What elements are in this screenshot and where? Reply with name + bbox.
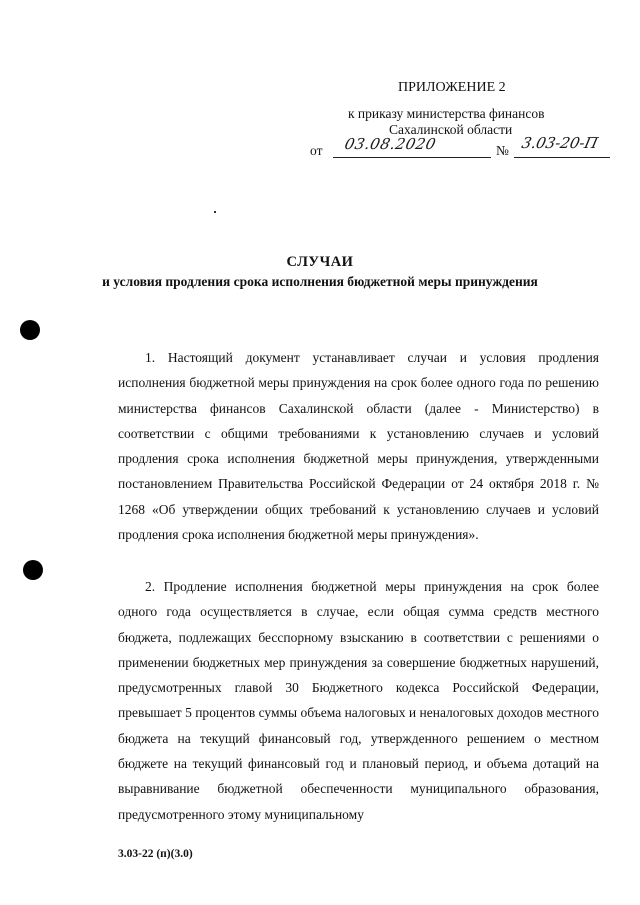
appendix-title: ПРИЛОЖЕНИЕ 2 [398, 80, 506, 95]
punch-hole-mark [20, 320, 40, 340]
document-heading: СЛУЧАИ [286, 254, 354, 270]
handwritten-date: 03.08.2020 [343, 135, 438, 153]
document-code: 3.03-22 (п)(3.0) [118, 848, 193, 860]
number-label: № [496, 143, 509, 158]
scan-speck [214, 211, 216, 213]
paragraph-2: 2. Продление исполнения бюджетной меры принуждения на срок более одного года осуществляется в случае, если общая сумма средств местного бюджета, подлежащих бесспорному взысканию в соответствии с решениями о применении бюджетных мер принуждения за совершение бюджетных нарушений, предусмотренных главой 30 Бюджетного кодекса Российской Федерации, превышает 5 процентов суммы объема налоговых и неналоговых доходов местного бюджета на текущий финансовый год, утвержденного решением о местном бюджете на текущий финансовый год и плановый период, и объема дотаций на выравнивание бюджетной обеспеченности муниципального образования, предусмотренного этому муниципальному [118, 579, 600, 822]
order-reference: к приказу министерства финансов [348, 106, 545, 121]
region-name: Сахалинской области [389, 122, 513, 137]
handwritten-number: 3.03-20-П [520, 134, 600, 152]
punch-hole-mark [23, 560, 43, 580]
date-label: от [310, 143, 323, 158]
document-subheading: и условия продления срока исполнения бюджетной меры принуждения [102, 274, 538, 289]
paragraph-1: 1. Настоящий документ устанавливает случаи и условия продления исполнения бюджетной меры принуждения на срок более одного года по решению министерства финансов Сахалинской области (далее - Министерство) в соответствии с общими требованиями к установлению случаев и условий продления срока исполнения бюджетной меры принуждения, утвержденными постановлением Правительства Российской Федерации от 24 октября 2018 г. № 1268 «Об утверждении общих требований к установлению случаев и условий продления срока исполнения бюджетной меры принуждения». [118, 350, 599, 543]
